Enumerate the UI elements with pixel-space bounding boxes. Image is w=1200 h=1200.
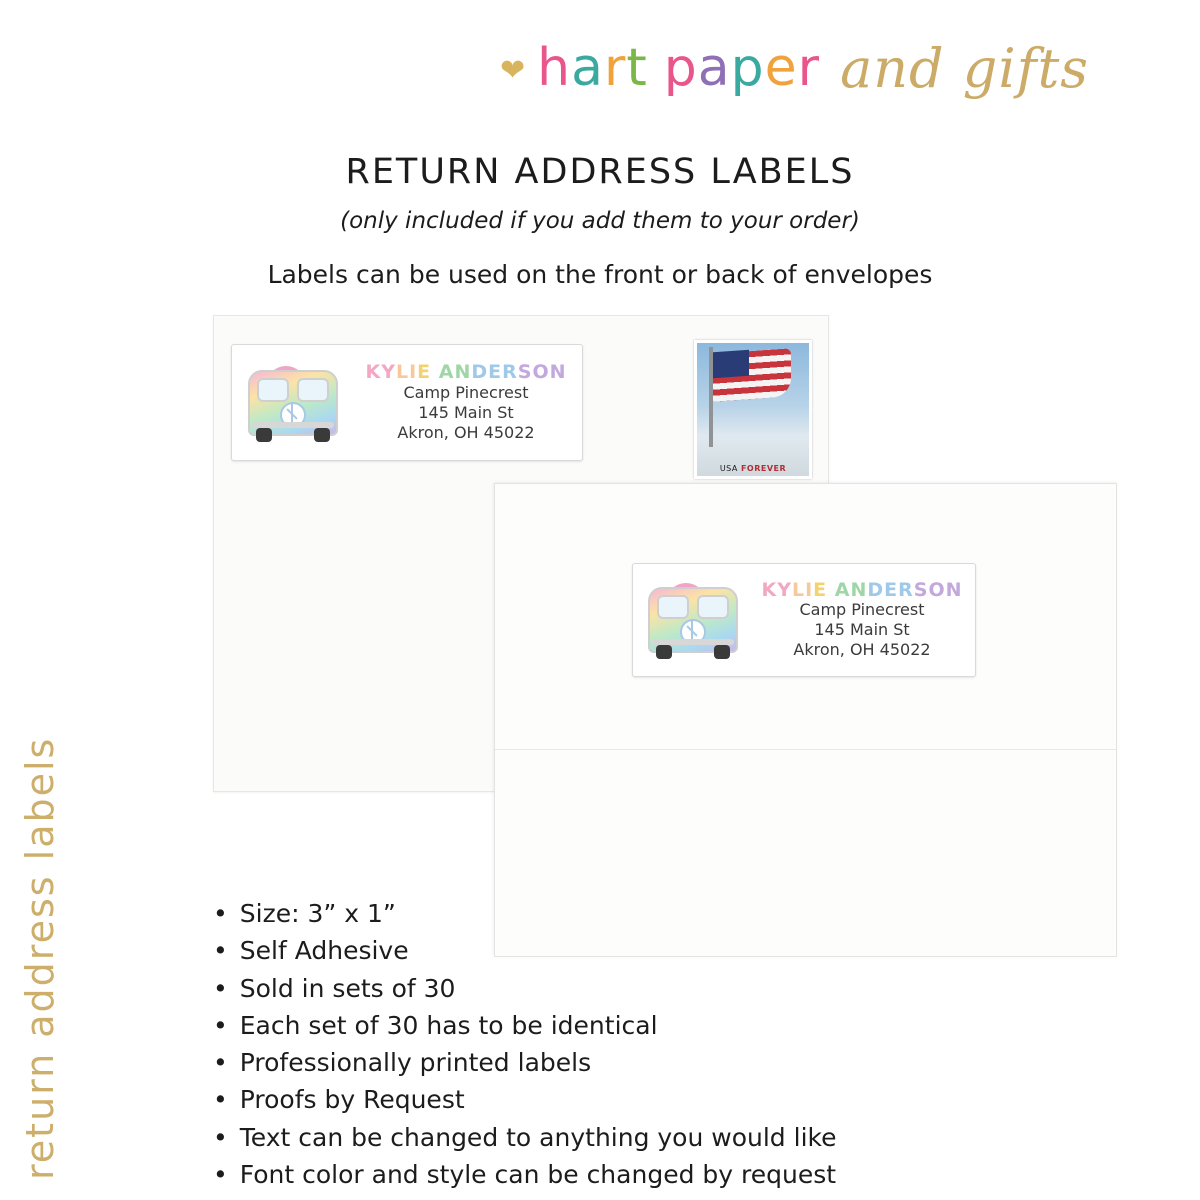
- list-item-label: Sold in sets of 30: [239, 973, 456, 1003]
- brand-script-text: and gifts: [840, 36, 1090, 100]
- envelope-flap-edge: [495, 749, 1116, 750]
- address-label-large: [632, 563, 976, 677]
- feature-list: [213, 895, 973, 1193]
- list-item: [213, 1044, 973, 1081]
- bullet-marker: •: [213, 936, 228, 966]
- list-item-label: Size: 3” x 1”: [239, 899, 396, 928]
- stamp-denomination: FOREVER: [740, 464, 787, 473]
- label-address-line-2: 145 Main St: [814, 620, 910, 640]
- list-item: [213, 1156, 973, 1193]
- label-name-small: KYLIE ANDERSON: [365, 361, 567, 384]
- envelope-front: [494, 483, 1117, 957]
- page-subtitle: (only included if you add them to your order): [340, 208, 860, 234]
- stamp-artwork: [697, 343, 809, 476]
- flag-canton-icon: [713, 350, 749, 379]
- page-title: RETURN ADDRESS LABELS: [345, 152, 855, 192]
- label-address-line-3: Akron, OH 45022: [397, 422, 535, 442]
- bullet-marker: •: [213, 1010, 228, 1040]
- list-item: [213, 1007, 973, 1044]
- van-wheel-right: [314, 428, 330, 442]
- van-wheel-left: [256, 428, 272, 442]
- list-item-label: Font color and style can be changed by request: [239, 1159, 837, 1189]
- bullet-marker: •: [213, 1159, 228, 1189]
- van-window-right: [297, 378, 329, 402]
- label-address-line-1: Camp Pinecrest: [799, 600, 925, 620]
- postage-stamp: [694, 340, 812, 479]
- van-window-left: [657, 595, 689, 619]
- list-item: [213, 1081, 973, 1118]
- van-graphic: [648, 587, 738, 653]
- bullet-marker: •: [213, 1085, 228, 1115]
- list-item-label: Proofs by Request: [239, 1085, 465, 1115]
- list-item: [213, 970, 973, 1007]
- label-address-line-3: Akron, OH 45022: [793, 640, 931, 660]
- list-item-label: Self Adhesive: [239, 936, 409, 966]
- address-block: [354, 362, 582, 443]
- van-wheel-left: [656, 645, 672, 659]
- list-item: [213, 932, 973, 969]
- brand-logo: [500, 28, 1180, 108]
- label-address-line-2: 145 Main St: [418, 402, 514, 422]
- address-block: [753, 580, 975, 661]
- brand-wordmark: hart paper: [537, 38, 821, 98]
- label-address-line-1: Camp Pinecrest: [403, 382, 529, 402]
- van-graphic: [248, 370, 338, 436]
- van-window-right: [697, 595, 729, 619]
- stamp-country: USA: [719, 464, 738, 473]
- list-item: [213, 895, 973, 932]
- address-label-small: [231, 344, 583, 461]
- list-item: [213, 1119, 973, 1156]
- van-body: [648, 587, 738, 653]
- van-wheel-right: [714, 645, 730, 659]
- bullet-marker: •: [213, 899, 228, 928]
- usage-note: Labels can be used on the front or back of envelopes: [267, 260, 933, 289]
- heart-icon: ❤: [500, 54, 526, 87]
- list-item-label: Each set of 30 has to be identical: [239, 1010, 658, 1040]
- list-item-label: Professionally printed labels: [239, 1048, 592, 1077]
- bullet-marker: •: [213, 1122, 228, 1152]
- hippie-van-icon: [232, 345, 354, 460]
- side-vertical-label: return address labels: [18, 736, 62, 1180]
- label-name-large: KYLIE ANDERSON: [761, 578, 963, 601]
- stamp-caption: [697, 464, 809, 473]
- van-window-left: [257, 378, 289, 402]
- van-body: [248, 370, 338, 436]
- bullet-marker: •: [213, 973, 228, 1003]
- list-item-label: Text can be changed to anything you would like: [239, 1122, 837, 1152]
- bullet-marker: •: [213, 1048, 228, 1077]
- hippie-van-icon: [633, 564, 753, 676]
